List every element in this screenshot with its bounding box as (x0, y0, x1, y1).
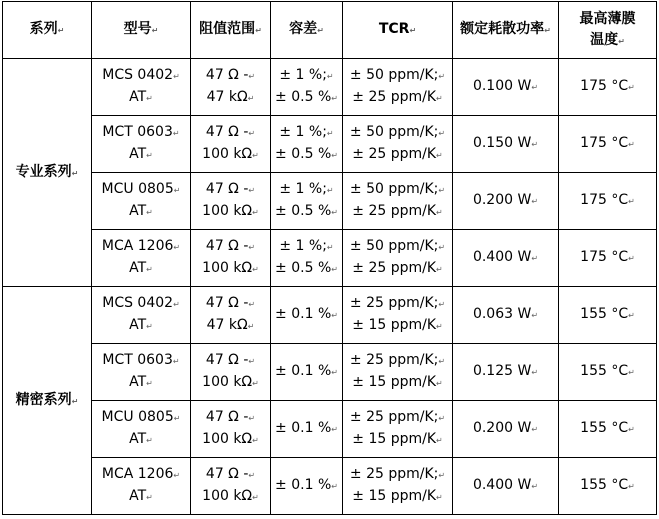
tolerance-cell: ± 1 %;↵ ± 0.5 %↵ (271, 116, 343, 173)
max-film-temp-cell: 155 °C↵ (559, 344, 657, 401)
resistance-range-cell: 47 Ω -↵ 100 kΩ↵ (191, 116, 271, 173)
resistance-range-cell: 47 Ω -↵ 100 kΩ↵ (191, 344, 271, 401)
series-cell: 精密系列↵ (3, 287, 92, 515)
table-row (3, 59, 657, 116)
max-film-temp-cell: 155 °C↵ (559, 458, 657, 515)
tolerance-cell: ± 1 %;↵ ± 0.5 %↵ (271, 59, 343, 116)
tcr-cell: ± 25 ppm/K;↵ ± 15 ppm/K↵ (343, 344, 453, 401)
resistance-range-cell: 47 Ω -↵ 100 kΩ↵ (191, 230, 271, 287)
resistance-range-cell: 47 Ω -↵ 100 kΩ↵ (191, 401, 271, 458)
rated-power-cell: 0.150 W↵ (453, 116, 559, 173)
tcr-cell: ± 50 ppm/K;↵ ± 25 ppm/K↵ (343, 173, 453, 230)
header-row (3, 2, 657, 59)
table-row (3, 401, 657, 458)
tcr-cell: ± 50 ppm/K;↵ ± 25 ppm/K↵ (343, 59, 453, 116)
tolerance-cell: ± 1 %;↵ ± 0.5 %↵ (271, 230, 343, 287)
header-rated-power: 额定耗散功率↵ (453, 2, 559, 59)
rated-power-cell: 0.400 W↵ (453, 230, 559, 287)
model-cell: MCS 0402↵ AT↵ (92, 287, 191, 344)
table-row (3, 230, 657, 287)
header-tcr: TCR↵ (343, 2, 453, 59)
rated-power-cell: 0.200 W↵ (453, 401, 559, 458)
max-film-temp-cell: 155 °C↵ (559, 287, 657, 344)
resistance-range-cell: 47 Ω -↵ 47 kΩ↵ (191, 287, 271, 344)
tolerance-cell: ± 0.1 %↵ (271, 287, 343, 344)
header-max-film-temp: 最高薄膜 温度↵ (559, 2, 657, 59)
model-cell: MCT 0603↵ AT↵ (92, 344, 191, 401)
max-film-temp-cell: 175 °C↵ (559, 230, 657, 287)
tcr-cell: ± 25 ppm/K;↵ ± 15 ppm/K↵ (343, 458, 453, 515)
rated-power-cell: 0.400 W↵ (453, 458, 559, 515)
max-film-temp-cell: 175 °C↵ (559, 59, 657, 116)
resistance-range-cell: 47 Ω -↵ 100 kΩ↵ (191, 458, 271, 515)
header-series: 系列↵ (3, 2, 92, 59)
tolerance-cell: ± 0.1 %↵ (271, 401, 343, 458)
model-cell: MCS 0402↵ AT↵ (92, 59, 191, 116)
tcr-cell: ± 50 ppm/K;↵ ± 25 ppm/K↵ (343, 116, 453, 173)
max-film-temp-cell: 155 °C↵ (559, 401, 657, 458)
table-row (3, 458, 657, 515)
resistance-range-cell: 47 Ω -↵ 47 kΩ↵ (191, 59, 271, 116)
tcr-cell: ± 50 ppm/K;↵ ± 25 ppm/K↵ (343, 230, 453, 287)
tcr-cell: ± 25 ppm/K;↵ ± 15 ppm/K↵ (343, 401, 453, 458)
tolerance-cell: ± 1 %;↵ ± 0.5 %↵ (271, 173, 343, 230)
table-row (3, 344, 657, 401)
header-resistance-range: 阻值范围↵ (191, 2, 271, 59)
rated-power-cell: 0.100 W↵ (453, 59, 559, 116)
series-cell: 专业系列↵ (3, 59, 92, 287)
tolerance-cell: ± 0.1 %↵ (271, 344, 343, 401)
model-cell: MCU 0805↵ AT↵ (92, 173, 191, 230)
model-cell: MCT 0603↵ AT↵ (92, 116, 191, 173)
max-film-temp-cell: 175 °C↵ (559, 116, 657, 173)
resistance-range-cell: 47 Ω -↵ 100 kΩ↵ (191, 173, 271, 230)
max-film-temp-cell: 175 °C↵ (559, 173, 657, 230)
rated-power-cell: 0.200 W↵ (453, 173, 559, 230)
resistor-spec-table (2, 1, 657, 515)
tcr-cell: ± 25 ppm/K;↵ ± 15 ppm/K↵ (343, 287, 453, 344)
model-cell: MCA 1206↵ AT↵ (92, 458, 191, 515)
header-model: 型号↵ (92, 2, 191, 59)
model-cell: MCA 1206↵ AT↵ (92, 230, 191, 287)
header-tolerance: 容差↵ (271, 2, 343, 59)
table-row (3, 173, 657, 230)
table-row (3, 116, 657, 173)
tolerance-cell: ± 0.1 %↵ (271, 458, 343, 515)
model-cell: MCU 0805↵ AT↵ (92, 401, 191, 458)
rated-power-cell: 0.125 W↵ (453, 344, 559, 401)
rated-power-cell: 0.063 W↵ (453, 287, 559, 344)
table-row (3, 287, 657, 344)
